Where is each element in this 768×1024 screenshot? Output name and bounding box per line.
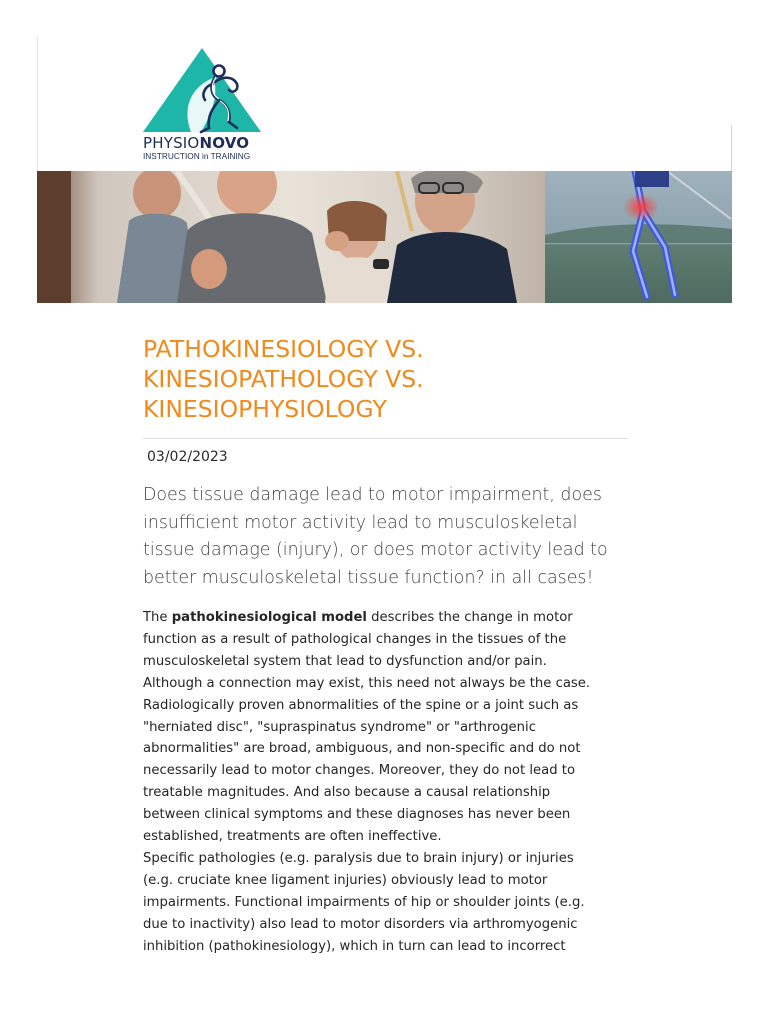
body-line: impairments. Functional impairments of hip or shoulder joints (e.g. — [143, 894, 585, 910]
logo-brand-left: PHYSIO — [143, 134, 200, 152]
header-divider — [731, 125, 732, 171]
athlete-triangle-logo-icon — [141, 46, 267, 136]
body-line: Radiologically proven abnormalities of the spine or a joint such as — [143, 697, 579, 713]
article-body — [143, 607, 633, 958]
lead-line: tissue damage (injury), or does motor activity lead to — [143, 540, 608, 560]
body-line: "herniated disc", "supraspinatus syndrome" or "arthrogenic — [143, 719, 536, 735]
article-title-line: KINESIOPATHOLOGY VS. — [143, 365, 424, 393]
body-first-suffix: describes the change in motor — [366, 610, 573, 625]
body-bold-term: pathokinesiological model — [171, 610, 367, 625]
body-line: musculoskeletal system that lead to dysfunction and/or pain. — [143, 653, 547, 669]
body-line: Specific pathologies (e.g. paralysis due to brain injury) or injuries — [143, 850, 574, 866]
lead-line: Does tissue damage lead to motor impairment, does — [143, 485, 602, 505]
body-line — [143, 607, 633, 629]
article-lead — [143, 482, 633, 592]
body-line: necessarily lead to motor changes. Moreover, they do not lead to — [143, 763, 576, 779]
body-line: between clinical symptoms and these diagnoses has never been — [143, 807, 571, 823]
body-line: inhibition (pathokinesiology), which in turn can lead to incorrect — [143, 938, 566, 954]
title-divider — [143, 438, 628, 439]
body-line: abnormalities" are broad, ambiguous, and non-specific and do not — [143, 741, 581, 757]
logo-brand-name — [143, 134, 249, 152]
logo-tagline: INSTRUCTION in TRAINING — [143, 151, 251, 161]
body-first-prefix: The — [143, 610, 172, 625]
physiotherapy-banner-icon — [37, 171, 732, 303]
article-title — [143, 334, 633, 424]
article-title-line: PATHOKINESIOLOGY VS. — [143, 335, 424, 363]
publish-date: 03/02/2023 — [147, 449, 228, 465]
body-line: function as a result of pathological changes in the tissues of the — [143, 631, 567, 647]
body-line: due to inactivity) also lead to motor disorders via arthromyogenic — [143, 916, 578, 932]
body-line: established, treatments are often ineffective. — [143, 829, 442, 845]
body-line: treatable magnitudes. And also because a causal relationship — [143, 785, 551, 801]
lead-line: better musculoskeletal tissue function? in all cases! — [143, 567, 594, 588]
banner-image — [37, 171, 732, 303]
article-title-line: KINESIOPHYSIOLOGY — [143, 395, 387, 423]
physionovo-logo — [141, 46, 267, 164]
body-line: Although a connection may exist, this need not always be the case. — [143, 675, 591, 691]
logo-brand-right: NOVO — [199, 134, 250, 152]
body-line: (e.g. cruciate knee ligament injuries) obviously lead to motor — [143, 872, 548, 888]
lead-line: insufficient motor activity lead to musculoskeletal — [143, 512, 578, 533]
